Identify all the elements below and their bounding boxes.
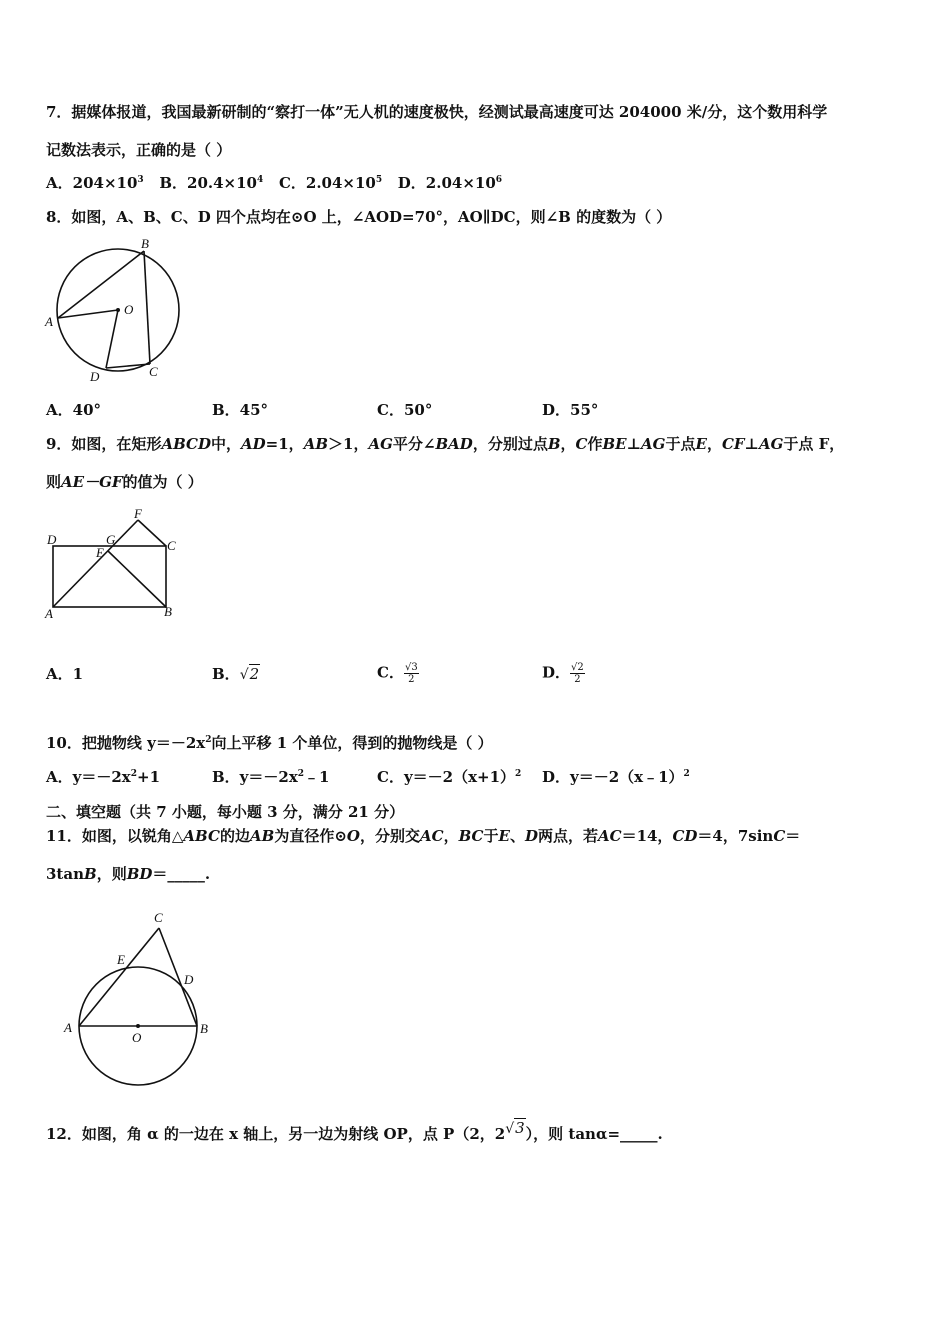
q9-label-e: E [96, 545, 104, 560]
q8-label-a: A [45, 314, 53, 329]
q11-label-d: D [184, 972, 194, 987]
q10-option-b: B．$y=-2x^2﹣1$ [212, 768, 330, 786]
q9-segment-be [108, 551, 166, 607]
q11-line2: 3tanB，则BD＝_____. [46, 865, 211, 883]
q9-line1: 9．如图，在矩形ABCD中，AD=1，AB＞1，AG平分∠BAD，分别过点B，C作BE⊥AG于点E，CF⊥AG于点 F， [46, 435, 845, 453]
q7-options [46, 173, 502, 193]
q8-center-dot [116, 308, 120, 312]
q11-segment-ac [79, 928, 159, 1026]
q8-segment-od [106, 310, 118, 368]
q10-option-c: C．$y=-2(x+1)^2$ [377, 768, 522, 786]
q11-label-e: E [117, 952, 125, 967]
q11-circle-diagram [55, 906, 225, 1091]
q7-option-a: A．$204\times 10^3$ [46, 174, 144, 192]
q10-option-a: A．$y=-2x^2+1$ [46, 768, 161, 786]
q8-label-o: O [124, 302, 134, 317]
q11-label-c: C [154, 910, 163, 925]
q9-option-b-sqrt: √2 [239, 665, 260, 683]
q9-rectangle [53, 546, 166, 607]
q10-line1: 10．把抛物线 $y=-2x^2$向上平移 1 个单位，得到的抛物线是（ ） [46, 734, 493, 752]
q11-center-dot [136, 1024, 140, 1028]
q8-option-d: D．55° [542, 401, 599, 419]
q9-label-g: G [106, 532, 116, 547]
q8-figure [40, 238, 200, 392]
q9-option-a: A．1 [46, 665, 84, 683]
q12-sqrt: √3 [505, 1119, 525, 1137]
q11-line1: 11．如图，以锐角△ABC的边AB为直径作⊙O，分别交AC，BC于E、D两点，若AC＝14，CD＝4，7sinC＝ [46, 827, 801, 845]
q9-label-f: F [134, 506, 142, 521]
q9-option-d-fraction: $\frac{√2}{2}$ [571, 662, 584, 685]
q9-label-c: C [167, 538, 176, 553]
q8-label-c: C [149, 364, 158, 379]
q11-label-o: O [132, 1030, 142, 1045]
q7-option-b: B．$20.4\times 10^4$ [159, 174, 264, 192]
q9-label-a: A [45, 606, 53, 621]
q7-line1: 7．据媒体报道，我国最新研制的“察打一体”无人机的速度极快，经测试最高速度可达 204000 米/分，这个数用科学 [46, 103, 828, 121]
q9-figure [40, 506, 190, 626]
q12-line1: 12．如图，角 α 的一边在 x 轴上，另一边为射线 OP，点 P（2，2√3），则 tanα=_____. [46, 1119, 663, 1143]
q9-line2: 则AE－GF的值为（ ） [46, 473, 203, 491]
q9-option-b: B．√2 [212, 665, 260, 683]
q9-segment-fc [138, 520, 166, 546]
q8-option-b: B．45° [212, 401, 269, 419]
q9-option-c: C． $\frac{√3}{2}$ [377, 662, 418, 685]
section2-title: 二、填空题（共 7 小题，每小题 3 分，满分 21 分） [46, 803, 405, 821]
q9-segment-af [53, 520, 138, 607]
q11-label-a: A [64, 1020, 72, 1035]
q8-option-a: A．40° [46, 401, 102, 419]
q8-option-c: C．50° [377, 401, 433, 419]
q9-rectangle-diagram [40, 506, 190, 622]
q7-option-c: C．$2.04\times 10^5$ [278, 174, 383, 192]
q11-figure [55, 906, 225, 1095]
q8-label-d: D [90, 369, 100, 384]
q11-label-b: B [200, 1021, 208, 1036]
q7-line2: 记数法表示，正确的是（ ） [46, 141, 232, 159]
q8-line1: 8．如图，A、B、C、D 四个点均在⊙O 上，∠AOD=70°，AO∥DC，则∠B 的度数为（ ） [46, 208, 672, 226]
q9-label-d: D [47, 532, 57, 547]
q8-segment-bc [144, 251, 150, 364]
q9-option-c-fraction: $\frac{√3}{2}$ [404, 662, 418, 685]
q8-circle-diagram [40, 238, 200, 388]
q7-option-d: D．$2.04\times 10^6$ [397, 174, 503, 192]
q8-label-b: B [141, 238, 149, 251]
q9-option-d: D． $\frac{√2}{2}$ [542, 662, 584, 685]
q9-label-b: B [164, 604, 172, 619]
q10-option-d: D．y＝－2（x﹣1）$^2$ [542, 768, 690, 786]
